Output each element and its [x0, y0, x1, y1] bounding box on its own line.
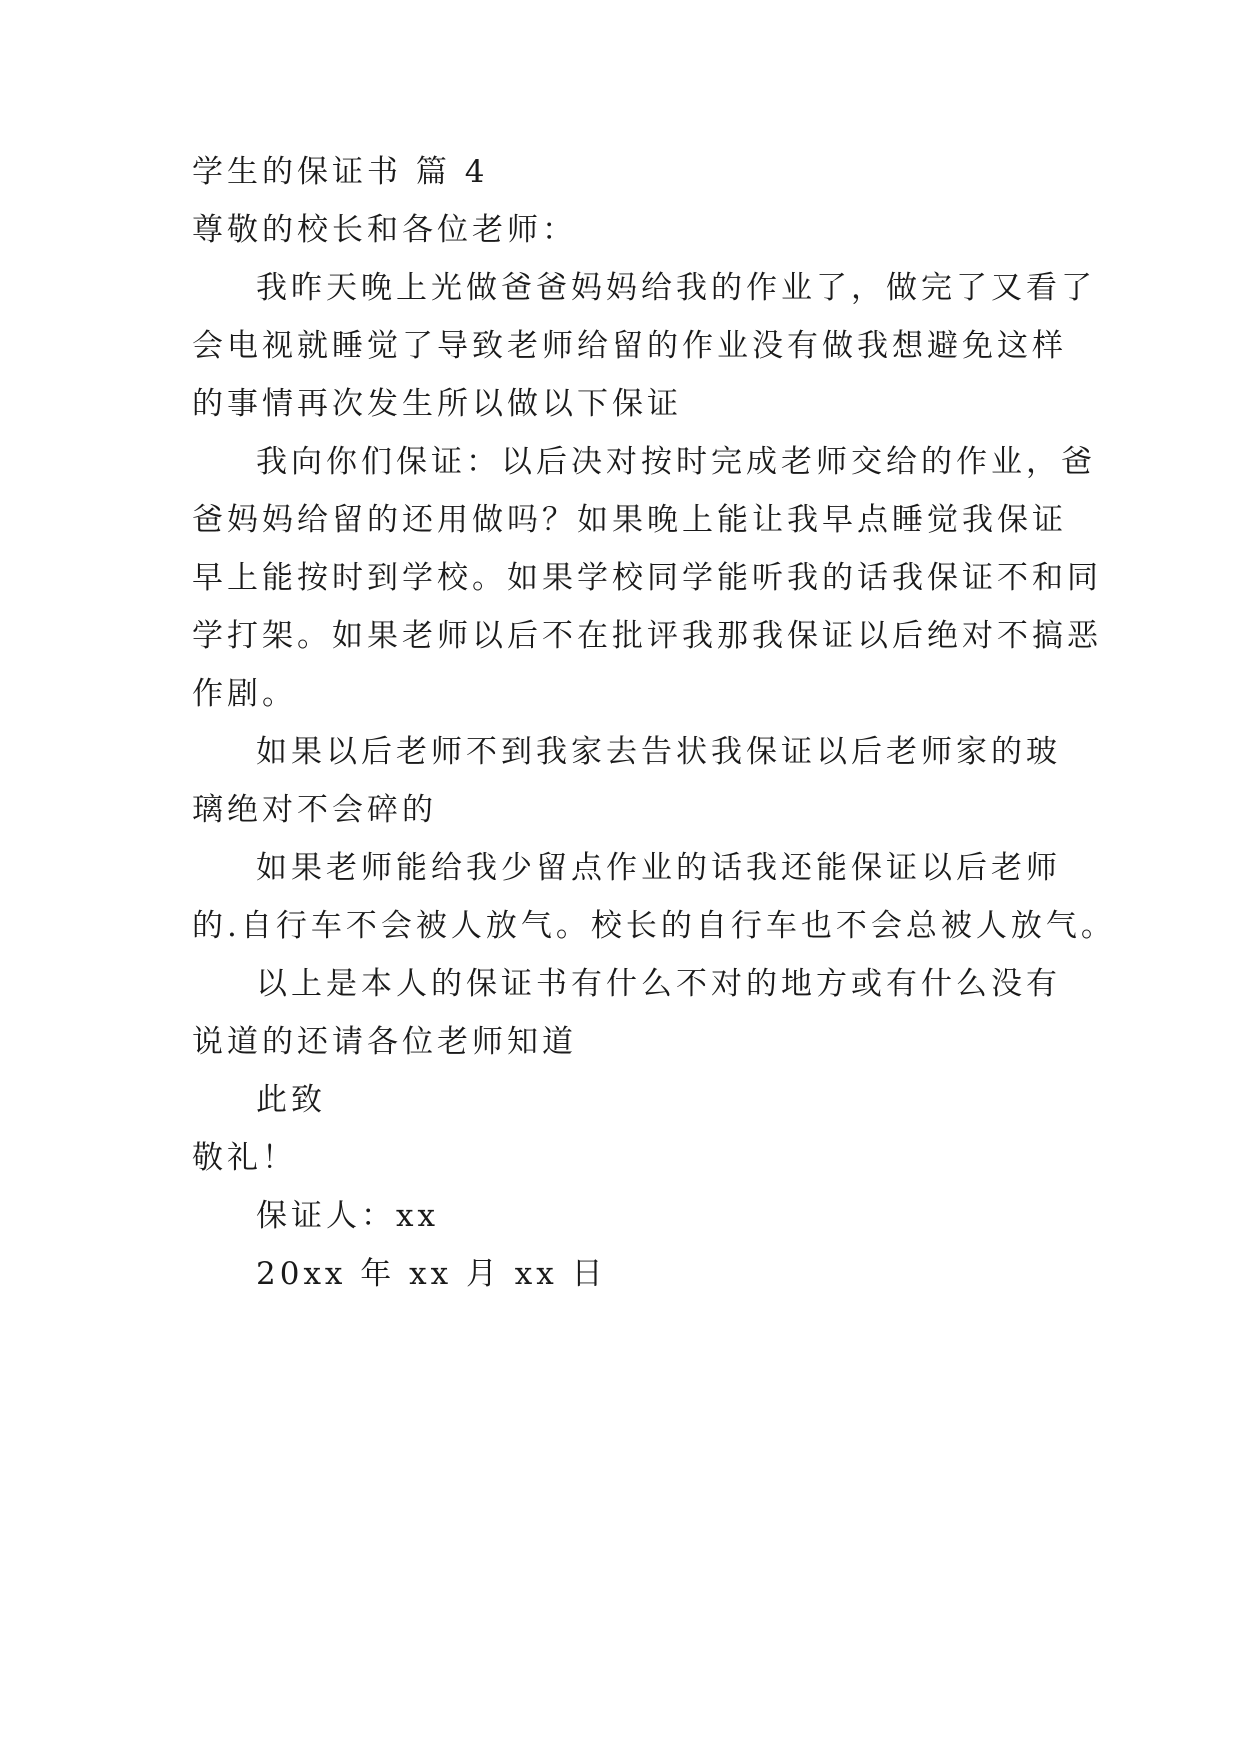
- date-line: 20xx 年 xx 月 xx 日: [256, 1256, 607, 1292]
- paragraph-line: 说道的还请各位老师知道: [192, 1024, 577, 1060]
- paragraph-line: 的事情再次发生所以做以下保证: [192, 386, 682, 422]
- paragraph-line: 我向你们保证：以后决对按时完成老师交给的作业，爸: [256, 444, 1096, 480]
- salutation: 尊敬的校长和各位老师：: [192, 212, 577, 248]
- paragraph-line: 早上能按时到学校。如果学校同学能听我的话我保证不和同: [192, 560, 1102, 596]
- closing-text: 此致: [256, 1082, 326, 1118]
- regards-text: 敬礼！: [192, 1140, 297, 1176]
- paragraph-line: 我昨天晚上光做爸爸妈妈给我的作业了，做完了又看了: [256, 270, 1096, 306]
- guarantor-line: 保证人：xx: [256, 1198, 439, 1234]
- paragraph-line: 如果以后老师不到我家去告状我保证以后老师家的玻: [256, 734, 1061, 770]
- paragraph-line: 作剧。: [192, 676, 297, 712]
- paragraph-line: 的.自行车不会被人放气。校长的自行车也不会总被人放气。: [192, 908, 1116, 944]
- paragraph-line: 如果老师能给我少留点作业的话我还能保证以后老师: [256, 850, 1061, 886]
- paragraph-line: 爸妈妈给留的还用做吗？如果晚上能让我早点睡觉我保证: [192, 502, 1067, 538]
- paragraph-line: 会电视就睡觉了导致老师给留的作业没有做我想避免这样: [192, 328, 1067, 364]
- paragraph-line: 学打架。如果老师以后不在批评我那我保证以后绝对不搞恶: [192, 618, 1102, 654]
- paragraph-line: 璃绝对不会碎的: [192, 792, 437, 828]
- paragraph-line: 以上是本人的保证书有什么不对的地方或有什么没有: [256, 966, 1061, 1002]
- document-heading: 学生的保证书 篇 4: [192, 154, 489, 190]
